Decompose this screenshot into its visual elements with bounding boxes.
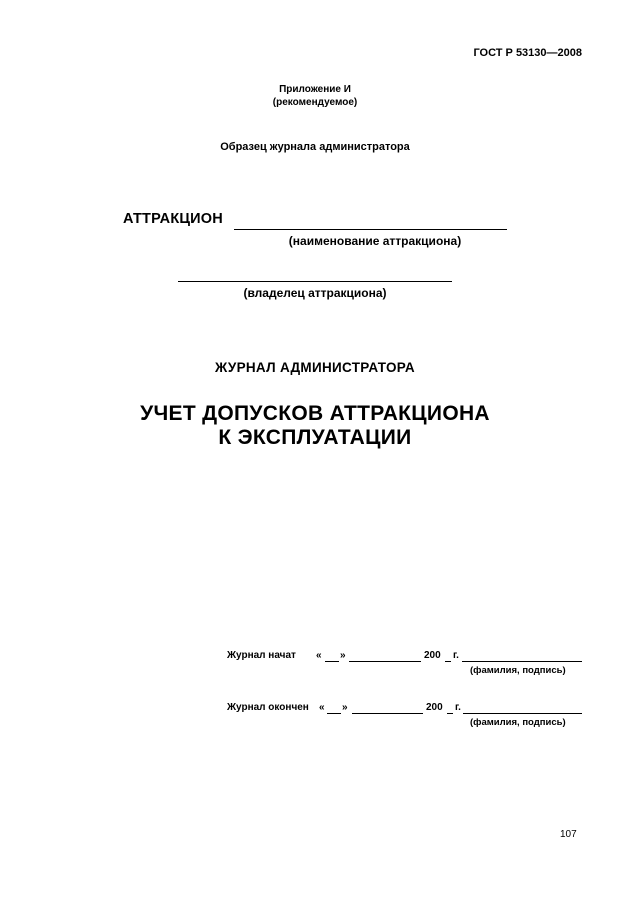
- end-signature-caption: (фамилия, подпись): [470, 717, 566, 728]
- start-signature-caption: (фамилия, подпись): [470, 665, 566, 676]
- attraction-owner-caption: (владелец аттракциона): [243, 286, 387, 300]
- end-month-field[interactable]: [352, 713, 423, 714]
- start-day-open-quote: «: [316, 650, 322, 661]
- start-signature-field[interactable]: [462, 661, 582, 662]
- end-day-open-quote: «: [319, 702, 325, 713]
- start-year-prefix: 200: [424, 650, 441, 661]
- end-year-field[interactable]: [447, 713, 453, 714]
- page-number: 107: [560, 829, 577, 840]
- journal-subtitle-line2: К ЭКСПЛУАТАЦИИ: [218, 426, 412, 449]
- end-year-prefix: 200: [426, 702, 443, 713]
- attraction-label: АТТРАКЦИОН: [123, 211, 223, 227]
- end-signature-field[interactable]: [463, 713, 582, 714]
- start-day-field[interactable]: [325, 661, 339, 662]
- attraction-name-caption: (наименование аттракциона): [288, 234, 462, 248]
- journal-title: ЖУРНАЛ АДМИНИСТРАТОРА: [215, 360, 415, 375]
- start-year-field[interactable]: [445, 661, 451, 662]
- appendix-heading: [0, 83, 630, 109]
- journal-subtitle-line1: УЧЕТ ДОПУСКОВ АТТРАКЦИОНА: [140, 402, 490, 425]
- end-year-suffix: г.: [455, 702, 461, 713]
- start-day-close-quote: »: [340, 650, 346, 661]
- appendix-label: Приложение И: [279, 84, 351, 95]
- standard-code: ГОСТ Р 53130—2008: [473, 47, 582, 59]
- end-label: Журнал окончен: [227, 702, 309, 713]
- start-label: Журнал начат: [227, 650, 296, 661]
- attraction-owner-field[interactable]: [178, 281, 452, 282]
- end-day-close-quote: »: [342, 702, 348, 713]
- attraction-name-field[interactable]: [234, 229, 507, 230]
- appendix-status: (рекомендуемое): [272, 97, 358, 108]
- sample-title: Образец журнала администратора: [220, 141, 410, 153]
- start-year-suffix: г.: [453, 650, 459, 661]
- start-month-field[interactable]: [349, 661, 421, 662]
- journal-subtitle: [0, 402, 630, 450]
- end-day-field[interactable]: [327, 713, 341, 714]
